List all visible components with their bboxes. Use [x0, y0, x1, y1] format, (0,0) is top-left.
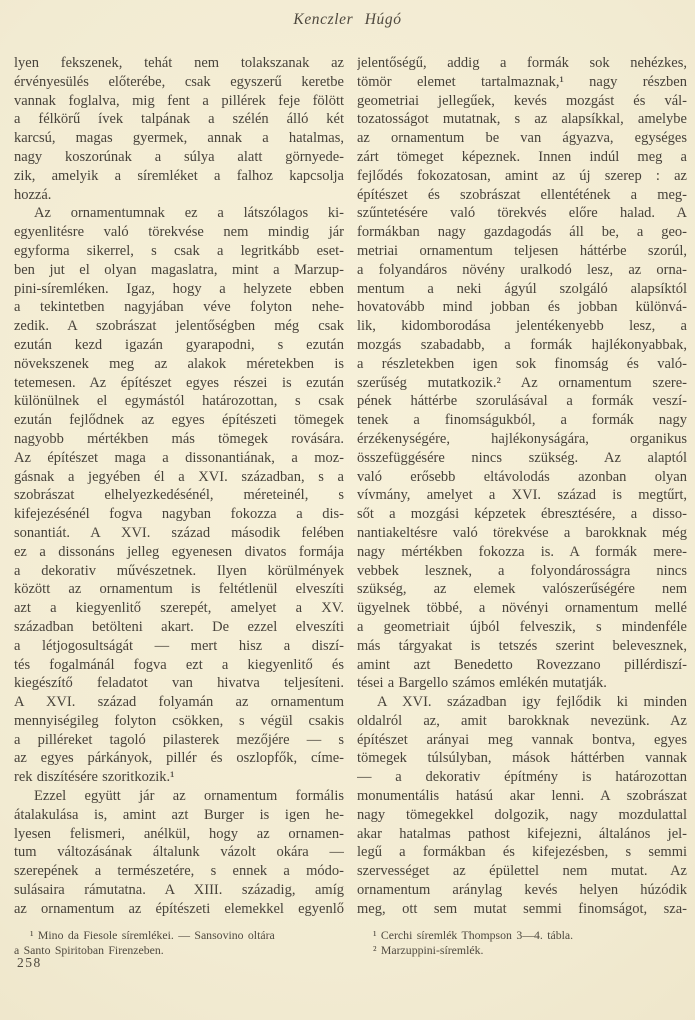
running-header: Kenczler Húgó [293, 11, 402, 28]
column-left [14, 54, 344, 959]
footnotes [14, 928, 344, 959]
paragraph [14, 204, 344, 787]
footnote-line: ² Marzuppini-síremlék. [373, 943, 484, 958]
text-line: a pilléreket tagoló pilasterek mezőjére — s [14, 731, 344, 748]
text-line: kiegészítő feladatot van hivatva teljesíteni. [14, 675, 344, 692]
text-line: szervességet az épülettel nem mutat. Az [357, 863, 687, 880]
text-columns [0, 29, 695, 959]
text-line: nagyobb mértékben más tömegek rovására. [14, 430, 344, 447]
text-line: ezután kezd igazán gyarapodni, s ezután [14, 336, 344, 353]
text-line: érzékenységére, hajlékonyságára, organikus [357, 430, 687, 447]
text-line: ornamentum aránylag kevés helyen húzódik [357, 882, 687, 899]
text-line: kifejezésénél fogva nagyban fokozza a dis- [14, 506, 344, 523]
text-line: növekszenek meg az alakok méretekben is [14, 355, 344, 372]
footnote-line: ¹ Mino da Fiesole síremlékei. — Sansovino oltára [30, 927, 275, 942]
text-line: zik, amelyik a síremléket a falhoz kapcsolja [14, 167, 344, 184]
text-line: legű a formákban és kifejezésben, s semmi [357, 844, 687, 861]
text-line: azt a kiegyenlitő szerepét, amelyet a XV. [14, 600, 344, 617]
text-line: monumentális hatású akar lenni. A szobrászat [357, 788, 687, 805]
text-line: a létjogosultságát — mert hisz a diszí- [14, 637, 344, 654]
text-line: pének háttérbe szorulásával a formák veszí- [357, 393, 687, 410]
text-line: más tárgyakat is tetszés szerint belevesznek, [357, 637, 687, 654]
text-line: tései a Bargello számos emlékén mutatják. [357, 675, 607, 692]
text-line: összefüggésére nincs szükség. Az alaptól [357, 449, 687, 466]
text-line: A XVI. század folyamán az ornamentum [14, 694, 344, 711]
text-line: gásnak a jegyében él a XVI. században, s a [14, 468, 344, 485]
text-line: Az ornamentumnak ez a látszólagos ki- [34, 205, 344, 222]
text-line: a részletekben igen sok finomság és való- [357, 355, 687, 372]
text-line: mozgás szabadabb, a formák hajlékonyabbak, [357, 336, 687, 353]
footnotes [357, 928, 687, 959]
text-line: átalakulása is, amint azt Burger is igen he- [14, 806, 344, 823]
text-line: Ezzel együtt jár az ornamentum formális [34, 788, 344, 805]
text-line: metriai ornamentum teljesen háttérbe szorúl, [357, 242, 687, 259]
text-line: lyesen felismeri, anélkül, hogy az ornamen- [14, 825, 344, 842]
paragraph [357, 54, 687, 693]
text-line: ben jut el olyan magaslatra, mint a Marzup- [14, 261, 344, 278]
text-line: tetemesen. Az építészet egyes részei is ezután [14, 374, 344, 391]
text-line: A XVI. században igy fejlődik ki minden [377, 694, 687, 711]
text-line: nagy koszorúnak a súlya alatt görnyede- [14, 148, 344, 165]
text-line: oldalról az, amit barokknak nevezünk. Az [357, 712, 687, 729]
text-line: vannak foglalva, mig fent a pillérek feje fölött [14, 92, 344, 109]
text-line: szerepének a természetére, s ennek a módo- [14, 863, 344, 880]
text-line: különülnek el egymástól határozottan, s csak [14, 393, 344, 410]
text-line: szűntetésére való törekvés előre halad. A [357, 205, 687, 222]
text-line: — a dekorativ építmény is határozottan [357, 769, 687, 786]
text-line: tömör elemet tartalmaznak,¹ nagy részben [357, 73, 687, 90]
text-line: geometriai jellegűek, kevés mozgást és vál- [357, 92, 687, 109]
text-line: a dekorativ művészetnek. Ilyen körülmények [14, 562, 344, 579]
text-line: nagy tömegekkel dolgozik, nagy mozdulattal [357, 806, 687, 823]
text-line: szükség, az elemek valószerűségére nem [357, 581, 687, 598]
text-line: ez a dissonáns jelleg egyenesen divatos formája [14, 543, 344, 560]
text-line: építészet és szobrászat ellentétének a meg- [357, 186, 687, 203]
text-line: amint azt Benedetto Rovezzano pillérdiszí- [357, 656, 687, 673]
text-line: ezután fejlődnek az egyes építészeti tömegek [14, 412, 344, 429]
text-line: szobrászat elhelyezkedésénél, méreteinél, s [14, 487, 344, 504]
text-line: zárt tömeget képeznek. Innen indúl meg a [357, 148, 687, 165]
text-line: építészet arányai meg vannak bontva, egyes [357, 731, 687, 748]
text-line: ügyelnek többé, a növényi ornamentum mellé [357, 600, 687, 617]
text-line: sonantiát. A XVI. század második felében [14, 524, 344, 541]
text-line: a folyandáros növény uralkodó lesz, az orna- [357, 261, 687, 278]
text-line: az ornamentum be van ágyazva, egységes [357, 130, 687, 147]
text-line: tömegek túlsúlyban, mások háttérben vannak [357, 750, 687, 767]
text-line: akar hatalmas pathost kifejezni, általános jel- [357, 825, 687, 842]
text-line: zedik. A szobrászat jelentőségben még csak [14, 318, 344, 335]
footnote-line: ¹ Cerchi síremlék Thompson 3—4. tábla. [373, 927, 574, 942]
text-line: egyforma sikerrel, s csak a legritkább eset- [14, 242, 344, 259]
text-line: hovatovább mind jobban és jobban különvá- [357, 299, 687, 316]
text-line: hozzá. [14, 186, 52, 203]
text-line: lyen fekszenek, tehát nem tolakszanak az [14, 55, 344, 71]
text-line: tozatosságot mutatnak, s az alapsíkkal, amelybe [357, 111, 687, 128]
text-line: sőt a mozgási képzetek ébresztésére, a disso- [357, 506, 687, 523]
text-line: egyenlitésre való törekvése nem mindig jár [14, 224, 344, 241]
text-line: meg, ott sem mutat semmi finomságot, sza- [357, 900, 687, 917]
text-line: jelentőségű, addig a formák sok nehézkes, [357, 55, 687, 71]
text-line: karcsú, magas gyermek, annak a hatalmas, [14, 130, 344, 147]
text-line: Az építészet maga a dissonantiának, a moz- [14, 449, 344, 466]
text-line: rek diszítésére szoritkozik.¹ [14, 769, 175, 786]
paragraph [14, 54, 344, 204]
text-line: sulásaira rámutatna. A XIII. századig, amíg [14, 882, 344, 899]
text-line: tum változásának általunk vázolt okára — [14, 844, 344, 861]
text-line: a tekintetben nagyjában véve folyton nehe- [14, 299, 344, 316]
text-line: való erősebb eltávolodás azonban olyan [357, 468, 687, 485]
text-line: fejlődés fokozatosan, amint az új szerep : az [357, 167, 687, 184]
text-line: vebbek lesznek, a folyondárosságra nincs [357, 562, 687, 579]
text-line: pini-síremléken. Igaz, hogy a helyzete ebben [14, 280, 344, 297]
paragraph [14, 787, 344, 919]
paragraph [357, 693, 687, 919]
text-line: században betölteni akart. De ezzel elveszíti [14, 618, 344, 635]
page-number: 258 [17, 955, 42, 970]
text-line: tenek a finomságukból, a formák nagy [357, 412, 687, 429]
text-line: lik, kidomborodása jelentékenyebb lesz, a [357, 318, 687, 335]
text-line: az ornamentum az építészeti elemekkel egyenlő [14, 900, 344, 917]
text-line: formákban nagy gazdagodás áll be, a geo- [357, 224, 687, 241]
text-line: mennyiségileg folyton csökken, s végül csakis [14, 712, 344, 729]
text-line: szerűség mutatkozik.² Az ornamentum szere- [357, 374, 687, 391]
text-line: nagy mértékben fokozza is. A formák mere- [357, 543, 687, 560]
footnote-line: a Santo Spiritoban Firenzeben. [14, 943, 164, 958]
text-line: tés fogalmánál fogva ezt a kiegyenlitő és [14, 656, 344, 673]
text-line: mentum a neki ágyúl szolgáló alapsíktól [357, 280, 687, 297]
text-line: között az ornamentum is feltétlenül elveszíti [14, 581, 344, 598]
text-line: vívmány, amelyet a XVI. század is megtűrt, [357, 487, 687, 504]
column-right [357, 54, 687, 959]
text-line: a félkörű ívek talpának a szélén álló két [14, 111, 344, 128]
text-line: érvényesülés előterébe, csak egyszerű keretbe [14, 73, 344, 90]
text-line: az egyes párkányok, pillér és oszlopfők, címe- [14, 750, 344, 767]
text-line: nantiakeltésre való törekvése a barokknak még [357, 524, 687, 541]
text-line: a geometriait újból felveszik, s mindenféle [357, 618, 687, 635]
